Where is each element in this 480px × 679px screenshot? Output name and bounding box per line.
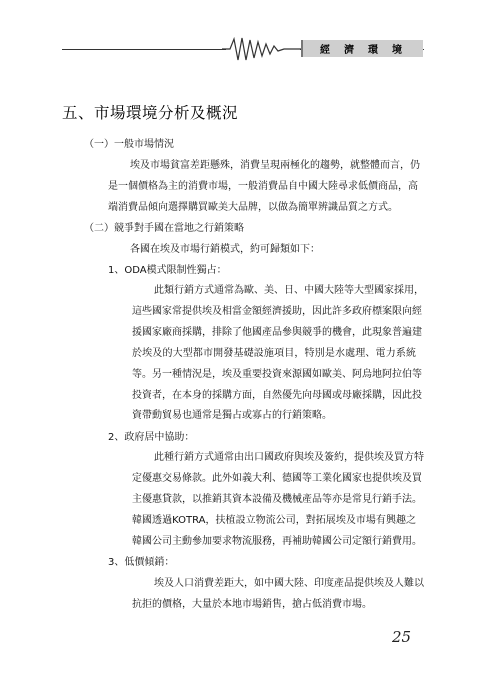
page-number: 25: [392, 628, 412, 646]
paragraph-line: 各國在埃及市場行銷模式，約可歸類如下：: [130, 244, 320, 255]
paragraph-line: 援國家廠商採購，排除了他國產品參與競爭的機會，此現象普遍建: [132, 327, 422, 338]
header-section-tab: 經濟環境: [301, 40, 423, 57]
paragraph-line: 資帶動貿易也通常是獨占或寡占的行銷策略。: [132, 410, 332, 421]
heartbeat-pulse-icon: [222, 36, 304, 64]
paragraph-line: 埃及市場貧富差距懸殊，消費呈現兩極化的趨勢，就整體而言，仍: [130, 160, 420, 171]
paragraph-line: 主優惠貸款，以推銷其資本設備及機械產品等亦是常見行銷手法。: [132, 494, 422, 505]
item-heading-3: 3、低價傾銷：: [108, 557, 175, 568]
paragraph-line: 此種行銷方式通常由出口國政府與埃及簽約，提供埃及買方特: [154, 452, 424, 463]
paragraph-line: 端消費品傾向選擇購買歐美大品牌，以做為簡單辨識品質之方式。: [108, 202, 398, 213]
paragraph-line: 投資者，在本身的採購方面，自然優先向母國或母廠採購，因此投: [132, 390, 422, 401]
header-rule-left: [62, 49, 226, 50]
paragraph-line: 此類行銷方式通常為歐、美、日、中國大陸等大型國家採用，: [154, 285, 424, 296]
paragraph-line: 韓國透過KOTRA，扶植設立物流公司，對拓展埃及市場有興趣之: [132, 515, 416, 526]
subsection-heading-2: （二）競爭對手國在當地之行銷策略: [84, 223, 244, 234]
section-title: 五、市場環境分析及概況: [62, 104, 239, 122]
subsection-heading-1: （一）一般市場情況: [84, 139, 174, 150]
paragraph-line: 是一個價格為主的消費市場，一般消費品自中國大陸尋求低價商品，高: [108, 181, 418, 192]
item-heading-2: 2、政府居中協助：: [108, 432, 195, 443]
item-heading-1: 1、ODA模式限制性獨占：: [108, 265, 227, 276]
paragraph-line: 定優惠交易條款。此外如義大利、德國等工業化國家也提供埃及買: [132, 473, 422, 484]
paragraph-line: 等。另一種情況是，埃及重要投資來源國如歐美、阿烏地阿拉伯等: [132, 369, 422, 380]
paragraph-line: 這些國家常提供埃及相當金額經濟援助，因此許多政府標案限向經: [132, 306, 422, 317]
header-rule-end: [423, 49, 424, 50]
paragraph-line: 抗拒的價格，大量於本地市場銷售，搶占低消費市場。: [132, 599, 372, 610]
paragraph-line: 於埃及的大型都市開發基礎設施項目，特別是水處理、電力系統: [132, 348, 416, 359]
paragraph-line: 埃及人口消費差距大，如中國大陸、印度產品提供埃及人難以: [154, 578, 424, 589]
paragraph-line: 韓國公司主動參加要求物流服務，再補助韓國公司定額行銷費用。: [132, 536, 422, 547]
